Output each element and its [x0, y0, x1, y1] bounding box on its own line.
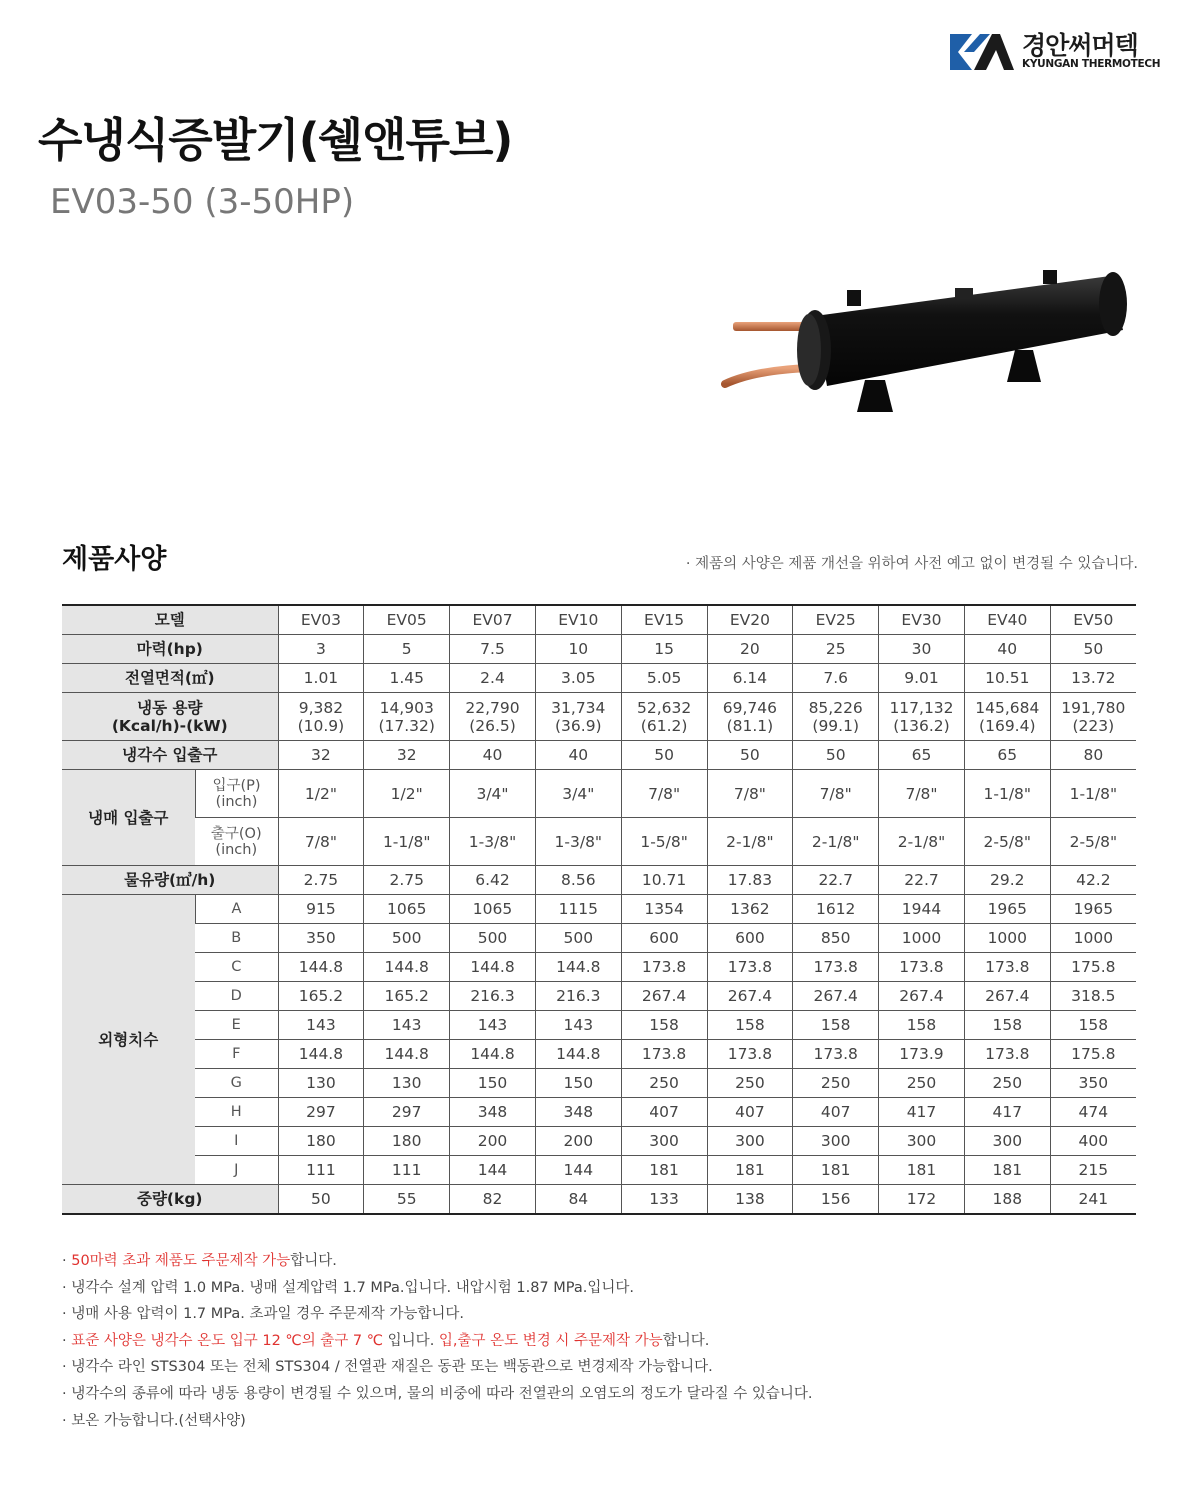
refrigerant-outlet-cell: 2-1/8" — [793, 818, 879, 866]
refrigerant-outlet-row — [62, 818, 1136, 866]
note-text: · 냉각수의 종류에 따라 냉동 용량이 변경될 수 있으며, 물의 비중에 따라 전열관의 오염도의 정도가 달라질 수 있습니다. — [62, 1385, 813, 1402]
refrigerant-outlet-cell: 7/8" — [278, 818, 364, 866]
refrigerant-inlet-cell: 1/2" — [364, 770, 450, 818]
dim-cell: 111 — [278, 1156, 364, 1185]
dim-cell: 300 — [964, 1127, 1050, 1156]
weight-cell: 156 — [793, 1185, 879, 1215]
dim-cell: 181 — [707, 1156, 793, 1185]
dim-cell: 173.8 — [964, 953, 1050, 982]
dim-cell: 173.8 — [621, 953, 707, 982]
spec-table — [62, 604, 1136, 1215]
dim-cell: 144.8 — [450, 953, 536, 982]
dim-cell: 150 — [535, 1069, 621, 1098]
dim-cell: 250 — [879, 1069, 965, 1098]
hp-cell: 10 — [535, 635, 621, 664]
area-row — [62, 664, 1136, 693]
note-text: · 보온 가능합니다.(선택사양) — [62, 1412, 246, 1429]
hp-cell: 3 — [278, 635, 364, 664]
dim-key: I — [195, 1127, 278, 1156]
dim-row-h — [62, 1098, 1136, 1127]
refrigerant-inlet-cell: 3/4" — [450, 770, 536, 818]
spec-section-title: 제품사양 — [62, 544, 167, 575]
dim-key: H — [195, 1098, 278, 1127]
capacity-cell — [450, 693, 536, 741]
model-cell: EV40 — [964, 605, 1050, 635]
dim-row-g — [62, 1069, 1136, 1098]
weight-cell: 188 — [964, 1185, 1050, 1215]
dim-cell: 267.4 — [964, 982, 1050, 1011]
capacity-row — [62, 693, 1136, 741]
hp-label: 마력(hp) — [62, 635, 278, 664]
capacity-cell — [793, 693, 879, 741]
dim-cell: 216.3 — [535, 982, 621, 1011]
refrigerant-outlet-cell: 2-5/8" — [1050, 818, 1136, 866]
dim-cell: 250 — [621, 1069, 707, 1098]
flow-label: 물유량(㎥/h) — [62, 866, 278, 895]
capacity-kw: (17.32) — [378, 716, 435, 735]
capacity-cell — [707, 693, 793, 741]
dim-cell: 144.8 — [278, 953, 364, 982]
page-title: 수냉식증발기(쉘앤튜브) — [38, 113, 513, 167]
water-port-cell: 40 — [535, 741, 621, 770]
refrigerant-outlet-cell: 1-1/8" — [364, 818, 450, 866]
capacity-kw: (10.9) — [297, 716, 345, 735]
dim-cell: 500 — [450, 924, 536, 953]
area-cell: 5.05 — [621, 664, 707, 693]
dim-cell: 250 — [707, 1069, 793, 1098]
dim-cell: 143 — [278, 1011, 364, 1040]
dim-cell: 474 — [1050, 1098, 1136, 1127]
dim-cell: 300 — [707, 1127, 793, 1156]
dim-cell: 1965 — [1050, 895, 1136, 924]
dim-cell: 144 — [450, 1156, 536, 1185]
flow-cell: 6.42 — [450, 866, 536, 895]
refrigerant-inlet-cell: 1/2" — [278, 770, 364, 818]
refrigerant-label: 냉매 입출구 — [62, 770, 195, 866]
water-port-cell: 32 — [364, 741, 450, 770]
area-cell: 1.01 — [278, 664, 364, 693]
dim-row-a — [62, 895, 1136, 924]
capacity-kcal: 31,734 — [551, 698, 606, 717]
flow-cell: 10.71 — [621, 866, 707, 895]
dim-cell: 1065 — [450, 895, 536, 924]
dim-cell: 1115 — [535, 895, 621, 924]
dim-cell: 180 — [364, 1127, 450, 1156]
dim-cell: 348 — [450, 1098, 536, 1127]
dim-cell: 143 — [535, 1011, 621, 1040]
dim-cell: 200 — [450, 1127, 536, 1156]
dim-cell: 250 — [793, 1069, 879, 1098]
weight-cell: 55 — [364, 1185, 450, 1215]
dim-cell: 1354 — [621, 895, 707, 924]
dim-cell: 250 — [964, 1069, 1050, 1098]
dim-cell: 165.2 — [278, 982, 364, 1011]
capacity-kcal: 14,903 — [379, 698, 434, 717]
capacity-cell — [535, 693, 621, 741]
dim-cell: 181 — [879, 1156, 965, 1185]
water-port-cell: 50 — [621, 741, 707, 770]
weight-cell: 84 — [535, 1185, 621, 1215]
capacity-kcal: 52,632 — [636, 698, 692, 717]
water-port-cell: 65 — [964, 741, 1050, 770]
water-port-row — [62, 741, 1136, 770]
dims-label: 외형치수 — [62, 895, 195, 1185]
dim-cell: 173.8 — [879, 953, 965, 982]
model-cell: EV20 — [707, 605, 793, 635]
water-port-cell: 50 — [793, 741, 879, 770]
capacity-kcal: 22,790 — [465, 698, 520, 717]
flow-cell: 42.2 — [1050, 866, 1136, 895]
model-cell: EV50 — [1050, 605, 1136, 635]
dim-cell: 267.4 — [879, 982, 965, 1011]
dim-cell: 300 — [793, 1127, 879, 1156]
weight-label: 중량(kg) — [62, 1185, 278, 1215]
water-port-cell: 40 — [450, 741, 536, 770]
dim-cell: 144.8 — [535, 953, 621, 982]
note-highlight: 표준 사양은 냉각수 온도 입구 12 ℃의 출구 7 ℃ — [71, 1332, 384, 1349]
refrigerant-inlet-cell: 7/8" — [879, 770, 965, 818]
hp-cell: 20 — [707, 635, 793, 664]
dim-cell: 300 — [879, 1127, 965, 1156]
area-cell: 7.6 — [793, 664, 879, 693]
hp-cell: 30 — [879, 635, 965, 664]
refrigerant-outlet-label — [195, 818, 278, 866]
dim-cell: 600 — [707, 924, 793, 953]
dim-cell: 407 — [621, 1098, 707, 1127]
capacity-kw: (81.1) — [726, 716, 774, 735]
outlet-label-line2: (inch) — [215, 841, 258, 858]
dim-cell: 173.9 — [879, 1040, 965, 1069]
dim-cell: 417 — [879, 1098, 965, 1127]
hp-cell: 5 — [364, 635, 450, 664]
note-item — [62, 1354, 813, 1381]
capacity-kw: (223) — [1072, 716, 1115, 735]
capacity-kcal: 9,382 — [298, 698, 344, 717]
dim-cell: 173.8 — [793, 953, 879, 982]
weight-cell: 133 — [621, 1185, 707, 1215]
dim-cell: 158 — [621, 1011, 707, 1040]
dim-cell: 216.3 — [450, 982, 536, 1011]
water-port-cell: 32 — [278, 741, 364, 770]
area-label: 전열면적(㎡) — [62, 664, 278, 693]
model-cell: EV25 — [793, 605, 879, 635]
dim-cell: 350 — [278, 924, 364, 953]
dim-cell: 215 — [1050, 1156, 1136, 1185]
dim-cell: 173.8 — [964, 1040, 1050, 1069]
flow-cell: 29.2 — [964, 866, 1050, 895]
hp-cell: 7.5 — [450, 635, 536, 664]
dim-key: C — [195, 953, 278, 982]
dim-row-d — [62, 982, 1136, 1011]
capacity-kw: (61.2) — [640, 716, 688, 735]
note-text: · — [62, 1253, 72, 1269]
refrigerant-outlet-cell: 2-1/8" — [879, 818, 965, 866]
dim-cell: 158 — [707, 1011, 793, 1040]
refrigerant-outlet-cell: 2-5/8" — [964, 818, 1050, 866]
dim-cell: 407 — [793, 1098, 879, 1127]
dim-cell: 130 — [364, 1069, 450, 1098]
dim-cell: 200 — [535, 1127, 621, 1156]
dim-cell: 300 — [621, 1127, 707, 1156]
hp-row — [62, 635, 1136, 664]
capacity-kcal: 117,132 — [889, 698, 954, 717]
weight-cell: 172 — [879, 1185, 965, 1215]
note-text: · — [62, 1332, 72, 1349]
refrigerant-outlet-cell: 1-3/8" — [535, 818, 621, 866]
refrigerant-outlet-cell: 1-5/8" — [621, 818, 707, 866]
capacity-label-line1: 냉동 용량 — [137, 698, 203, 717]
refrigerant-inlet-label — [195, 770, 278, 818]
note-item — [62, 1328, 813, 1355]
capacity-cell — [879, 693, 965, 741]
capacity-kw: (99.1) — [812, 716, 859, 735]
inlet-label-line2: (inch) — [215, 793, 258, 810]
dim-row-c — [62, 953, 1136, 982]
dim-cell: 144.8 — [450, 1040, 536, 1069]
hp-cell: 15 — [621, 635, 707, 664]
dim-cell: 1000 — [879, 924, 965, 953]
dim-cell: 267.4 — [621, 982, 707, 1011]
flow-cell: 2.75 — [278, 866, 364, 895]
refrigerant-inlet-cell: 3/4" — [535, 770, 621, 818]
dim-cell: 500 — [364, 924, 450, 953]
dim-cell: 144 — [535, 1156, 621, 1185]
note-item — [62, 1275, 813, 1302]
dim-key: A — [195, 895, 278, 924]
note-text: · 냉매 사용 압력이 1.7 MPa. 초과일 경우 주문제작 가능합니다. — [62, 1306, 465, 1323]
model-cell: EV05 — [364, 605, 450, 635]
weight-cell: 82 — [450, 1185, 536, 1215]
water-port-cell: 80 — [1050, 741, 1136, 770]
dim-cell: 173.8 — [707, 1040, 793, 1069]
refrigerant-outlet-cell: 2-1/8" — [707, 818, 793, 866]
capacity-kw: (136.2) — [893, 716, 950, 735]
note-text: 합니다. — [662, 1332, 710, 1349]
dim-cell: 318.5 — [1050, 982, 1136, 1011]
brand-logo — [950, 26, 1176, 78]
notes-list — [62, 1248, 813, 1434]
dim-cell: 407 — [707, 1098, 793, 1127]
weight-cell: 138 — [707, 1185, 793, 1215]
spec-disclaimer: · 제품의 사양은 제품 개선을 위하여 사전 예고 없이 변경될 수 있습니다. — [685, 556, 1138, 572]
capacity-cell — [278, 693, 364, 741]
note-item — [62, 1248, 813, 1275]
model-cell: EV15 — [621, 605, 707, 635]
model-cell: EV03 — [278, 605, 364, 635]
dim-cell: 143 — [450, 1011, 536, 1040]
capacity-kw: (36.9) — [555, 716, 602, 735]
page-subtitle: EV03-50 (3-50HP) — [50, 182, 355, 222]
dim-cell: 111 — [364, 1156, 450, 1185]
dim-row-e — [62, 1011, 1136, 1040]
dim-key: E — [195, 1011, 278, 1040]
outlet-label-line1: 출구(O) — [210, 825, 262, 842]
dim-cell: 144.8 — [364, 1040, 450, 1069]
flow-cell: 8.56 — [535, 866, 621, 895]
dim-cell: 150 — [450, 1069, 536, 1098]
dim-cell: 1944 — [879, 895, 965, 924]
dim-key: J — [195, 1156, 278, 1185]
dim-cell: 850 — [793, 924, 879, 953]
dim-cell: 180 — [278, 1127, 364, 1156]
dim-cell: 130 — [278, 1069, 364, 1098]
water-port-label: 냉각수 입출구 — [62, 741, 278, 770]
model-cell: EV30 — [879, 605, 965, 635]
dim-cell: 267.4 — [707, 982, 793, 1011]
refrigerant-inlet-cell: 1-1/8" — [1050, 770, 1136, 818]
refrigerant-inlet-row — [62, 770, 1136, 818]
note-text: 입니다. — [383, 1332, 439, 1349]
ka-logo-icon — [950, 30, 1014, 74]
dim-cell: 165.2 — [364, 982, 450, 1011]
model-cell: EV07 — [450, 605, 536, 635]
capacity-kw: (169.4) — [979, 716, 1036, 735]
dim-cell: 297 — [364, 1098, 450, 1127]
dim-cell: 181 — [964, 1156, 1050, 1185]
flow-cell: 17.83 — [707, 866, 793, 895]
capacity-cell — [964, 693, 1050, 741]
refrigerant-inlet-cell: 7/8" — [707, 770, 793, 818]
dim-cell: 158 — [793, 1011, 879, 1040]
area-cell: 6.14 — [707, 664, 793, 693]
dim-key: G — [195, 1069, 278, 1098]
dim-cell: 915 — [278, 895, 364, 924]
capacity-cell — [1050, 693, 1136, 741]
capacity-cell — [621, 693, 707, 741]
hp-cell: 40 — [964, 635, 1050, 664]
capacity-kw: (26.5) — [469, 716, 516, 735]
dim-cell: 158 — [964, 1011, 1050, 1040]
evaporator-product-image — [715, 270, 1145, 430]
dim-cell: 1965 — [964, 895, 1050, 924]
dim-row-i — [62, 1127, 1136, 1156]
refrigerant-inlet-cell: 1-1/8" — [964, 770, 1050, 818]
dim-cell: 348 — [535, 1098, 621, 1127]
dim-cell: 1612 — [793, 895, 879, 924]
weight-cell: 50 — [278, 1185, 364, 1215]
capacity-kcal: 191,780 — [1061, 698, 1126, 717]
brand-name-ko: 경안써머텍 — [1022, 31, 1138, 60]
refrigerant-inlet-cell: 7/8" — [621, 770, 707, 818]
weight-cell: 241 — [1050, 1185, 1136, 1215]
capacity-cell — [364, 693, 450, 741]
dim-cell: 1000 — [964, 924, 1050, 953]
model-row — [62, 605, 1136, 635]
capacity-kcal: 145,684 — [975, 698, 1040, 717]
dim-cell: 267.4 — [793, 982, 879, 1011]
note-highlight: 50마력 초과 제품도 주문제작 가능 — [71, 1253, 291, 1269]
dim-cell: 297 — [278, 1098, 364, 1127]
dim-cell: 1065 — [364, 895, 450, 924]
model-label: 모델 — [62, 605, 278, 635]
note-item — [62, 1381, 813, 1408]
dim-cell: 173.8 — [621, 1040, 707, 1069]
refrigerant-outlet-cell: 1-3/8" — [450, 818, 536, 866]
dim-row-j — [62, 1156, 1136, 1185]
dim-cell: 158 — [879, 1011, 965, 1040]
dim-cell: 1000 — [1050, 924, 1136, 953]
flow-cell: 22.7 — [793, 866, 879, 895]
dim-cell: 158 — [1050, 1011, 1136, 1040]
note-item — [62, 1301, 813, 1328]
dim-cell: 400 — [1050, 1127, 1136, 1156]
note-text: · 냉각수 라인 STS304 또는 전체 STS304 / 전열관 재질은 동관 또는 백동관으로 변경제작 가능합니다. — [62, 1359, 713, 1376]
dim-cell: 144.8 — [278, 1040, 364, 1069]
dim-cell: 500 — [535, 924, 621, 953]
model-cell: EV10 — [535, 605, 621, 635]
dim-cell: 181 — [793, 1156, 879, 1185]
area-cell: 10.51 — [964, 664, 1050, 693]
dim-key: D — [195, 982, 278, 1011]
area-cell: 1.45 — [364, 664, 450, 693]
note-highlight: 입,출구 온도 변경 시 주문제작 가능 — [438, 1332, 663, 1349]
dim-cell: 173.8 — [707, 953, 793, 982]
water-port-cell: 65 — [879, 741, 965, 770]
dim-cell: 143 — [364, 1011, 450, 1040]
dim-row-f — [62, 1040, 1136, 1069]
dim-cell: 175.8 — [1050, 953, 1136, 982]
area-cell: 9.01 — [879, 664, 965, 693]
dim-cell: 144.8 — [535, 1040, 621, 1069]
brand-name-en: KYUNGAN THERMOTECH — [1022, 58, 1161, 70]
note-text: 합니다. — [290, 1253, 337, 1269]
flow-cell: 2.75 — [364, 866, 450, 895]
capacity-label — [62, 693, 278, 741]
hp-cell: 25 — [793, 635, 879, 664]
dim-cell: 417 — [964, 1098, 1050, 1127]
water-port-cell: 50 — [707, 741, 793, 770]
dim-cell: 175.8 — [1050, 1040, 1136, 1069]
capacity-kcal: 69,746 — [722, 698, 778, 717]
dim-row-b — [62, 924, 1136, 953]
flow-cell: 22.7 — [879, 866, 965, 895]
dim-cell: 1362 — [707, 895, 793, 924]
area-cell: 2.4 — [450, 664, 536, 693]
refrigerant-inlet-cell: 7/8" — [793, 770, 879, 818]
hp-cell: 50 — [1050, 635, 1136, 664]
dim-cell: 181 — [621, 1156, 707, 1185]
weight-row — [62, 1185, 1136, 1215]
capacity-label-line2: (Kcal/h)-(kW) — [111, 716, 228, 735]
area-cell: 3.05 — [535, 664, 621, 693]
capacity-kcal: 85,226 — [808, 698, 863, 717]
dim-cell: 173.8 — [793, 1040, 879, 1069]
flow-row — [62, 866, 1136, 895]
dim-key: B — [195, 924, 278, 953]
dim-cell: 144.8 — [364, 953, 450, 982]
dim-cell: 600 — [621, 924, 707, 953]
note-text: · 냉각수 설계 압력 1.0 MPa. 냉매 설계압력 1.7 MPa.입니다. 내압시험 1.87 MPa.입니다. — [62, 1279, 634, 1296]
dim-key: F — [195, 1040, 278, 1069]
inlet-label-line1: 입구(P) — [212, 777, 261, 794]
area-cell: 13.72 — [1050, 664, 1136, 693]
dim-cell: 350 — [1050, 1069, 1136, 1098]
note-item — [62, 1408, 813, 1435]
